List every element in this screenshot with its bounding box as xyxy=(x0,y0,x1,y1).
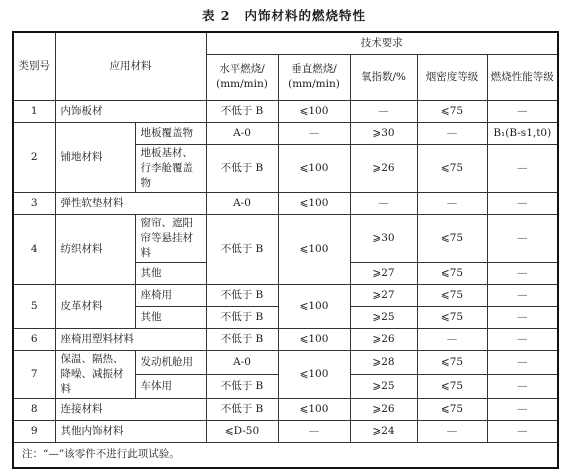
header-oxygen-index: 氧指数/% xyxy=(350,54,417,100)
table-note: 注：“—”该零件不进行此项试验。 xyxy=(13,442,558,468)
header-horizontal-burn: 水平燃烧/ (mm/min) xyxy=(206,54,278,100)
table-row xyxy=(13,420,558,442)
cell-no: 7 xyxy=(13,350,55,398)
cell-submaterial: 窗帘、遮阳帘等悬挂材料 xyxy=(135,214,206,262)
cell-smoke: ⩽75 xyxy=(417,374,487,398)
header-material: 应用材料 xyxy=(55,32,206,100)
cell-vertical: ⩽100 xyxy=(278,192,350,214)
cell-vertical: ⩽100 xyxy=(278,328,350,350)
flammability-table xyxy=(12,31,559,469)
table-caption xyxy=(0,6,568,24)
cell-oxygen: — xyxy=(350,100,417,122)
cell-smoke: ⩽75 xyxy=(417,262,487,284)
cell-performance: — xyxy=(487,350,558,374)
cell-no: 3 xyxy=(13,192,55,214)
cell-smoke: ⩽75 xyxy=(417,398,487,420)
cell-performance: — xyxy=(487,306,558,328)
cell-smoke: — xyxy=(417,122,487,144)
cell-performance: — xyxy=(487,284,558,306)
cell-oxygen: ⩾26 xyxy=(350,328,417,350)
cell-smoke: ⩽75 xyxy=(417,350,487,374)
cell-submaterial: 其他 xyxy=(135,306,206,328)
cell-oxygen: ⩾26 xyxy=(350,144,417,192)
cell-submaterial: 地板基材、行李舱覆盖物 xyxy=(135,144,206,192)
cell-smoke: ⩽75 xyxy=(417,306,487,328)
cell-performance: B₁(B-s1,t0) xyxy=(487,122,558,144)
table-row xyxy=(13,214,558,262)
cell-performance: — xyxy=(487,398,558,420)
cell-no: 6 xyxy=(13,328,55,350)
header-requirements: 技术要求 xyxy=(206,32,558,54)
cell-performance: — xyxy=(487,214,558,262)
cell-performance: — xyxy=(487,262,558,284)
cell-material: 其他内饰材料 xyxy=(55,420,206,442)
cell-oxygen: ⩾28 xyxy=(350,350,417,374)
cell-oxygen: ⩾30 xyxy=(350,122,417,144)
cell-horizontal: ⩽D-50 xyxy=(206,420,278,442)
cell-performance: — xyxy=(487,192,558,214)
cell-horizontal: A-0 xyxy=(206,192,278,214)
header-category-no: 类别号 xyxy=(13,32,55,100)
table-row xyxy=(13,350,558,374)
table-row xyxy=(13,100,558,122)
cell-smoke: — xyxy=(417,192,487,214)
cell-smoke: ⩽75 xyxy=(417,100,487,122)
cell-no: 5 xyxy=(13,284,55,328)
table-row xyxy=(13,398,558,420)
cell-horizontal: A-0 xyxy=(206,122,278,144)
cell-horizontal: 不低于 B xyxy=(206,306,278,328)
cell-horizontal: 不低于 B xyxy=(206,144,278,192)
cell-smoke: — xyxy=(417,328,487,350)
cell-oxygen: ⩾30 xyxy=(350,214,417,262)
cell-vertical: ⩽100 xyxy=(278,214,350,284)
header-smoke-density: 烟密度等级 xyxy=(417,54,487,100)
cell-vertical: ⩽100 xyxy=(278,144,350,192)
table-row xyxy=(13,328,558,350)
cell-smoke: ⩽75 xyxy=(417,144,487,192)
cell-vertical: — xyxy=(278,122,350,144)
cell-horizontal: A-0 xyxy=(206,350,278,374)
cell-oxygen: ⩾24 xyxy=(350,420,417,442)
cell-oxygen: ⩾25 xyxy=(350,306,417,328)
table-title: 内饰材料的燃烧特性 xyxy=(244,8,367,23)
cell-smoke: — xyxy=(417,420,487,442)
cell-performance: — xyxy=(487,144,558,192)
cell-horizontal: 不低于 B xyxy=(206,398,278,420)
cell-no: 1 xyxy=(13,100,55,122)
cell-submaterial: 发动机舱用 xyxy=(135,350,206,374)
cell-vertical: ⩽100 xyxy=(278,350,350,398)
cell-oxygen: ⩾27 xyxy=(350,262,417,284)
cell-oxygen: ⩾25 xyxy=(350,374,417,398)
cell-horizontal: 不低于 B xyxy=(206,374,278,398)
header-fire-performance: 燃烧性能等级 xyxy=(487,54,558,100)
cell-smoke: ⩽75 xyxy=(417,214,487,262)
cell-oxygen: — xyxy=(350,192,417,214)
cell-submaterial: 车体用 xyxy=(135,374,206,398)
cell-material: 纺织材料 xyxy=(55,214,135,284)
cell-no: 2 xyxy=(13,122,55,192)
cell-no: 9 xyxy=(13,420,55,442)
cell-submaterial: 座椅用 xyxy=(135,284,206,306)
cell-material: 座椅用塑料材料 xyxy=(55,328,206,350)
cell-vertical: ⩽100 xyxy=(278,284,350,328)
header-vertical-burn: 垂直燃烧/ (mm/min) xyxy=(278,54,350,100)
cell-smoke: ⩽75 xyxy=(417,284,487,306)
cell-material: 保温、隔热、降噪、减振材料 xyxy=(55,350,135,398)
table-row xyxy=(13,122,558,144)
cell-performance: — xyxy=(487,100,558,122)
cell-horizontal: 不低于 B xyxy=(206,284,278,306)
cell-vertical: — xyxy=(278,420,350,442)
cell-no: 8 xyxy=(13,398,55,420)
table-row xyxy=(13,192,558,214)
cell-submaterial: 其他 xyxy=(135,262,206,284)
cell-material: 连接材料 xyxy=(55,398,206,420)
table-row xyxy=(13,284,558,306)
cell-material: 内饰板材 xyxy=(55,100,206,122)
cell-no: 4 xyxy=(13,214,55,284)
cell-performance: — xyxy=(487,420,558,442)
cell-oxygen: ⩾27 xyxy=(350,284,417,306)
table-number: 表 2 xyxy=(201,8,231,23)
cell-vertical: ⩽100 xyxy=(278,398,350,420)
cell-performance: — xyxy=(487,328,558,350)
cell-horizontal: 不低于 B xyxy=(206,100,278,122)
cell-horizontal: 不低于 B xyxy=(206,214,278,284)
cell-vertical: ⩽100 xyxy=(278,100,350,122)
cell-performance: — xyxy=(487,374,558,398)
cell-submaterial: 地板覆盖物 xyxy=(135,122,206,144)
cell-material: 皮革材料 xyxy=(55,284,135,328)
cell-material: 铺地材料 xyxy=(55,122,135,192)
cell-horizontal: 不低于 B xyxy=(206,328,278,350)
cell-oxygen: ⩾26 xyxy=(350,398,417,420)
cell-material: 弹性软垫材料 xyxy=(55,192,206,214)
